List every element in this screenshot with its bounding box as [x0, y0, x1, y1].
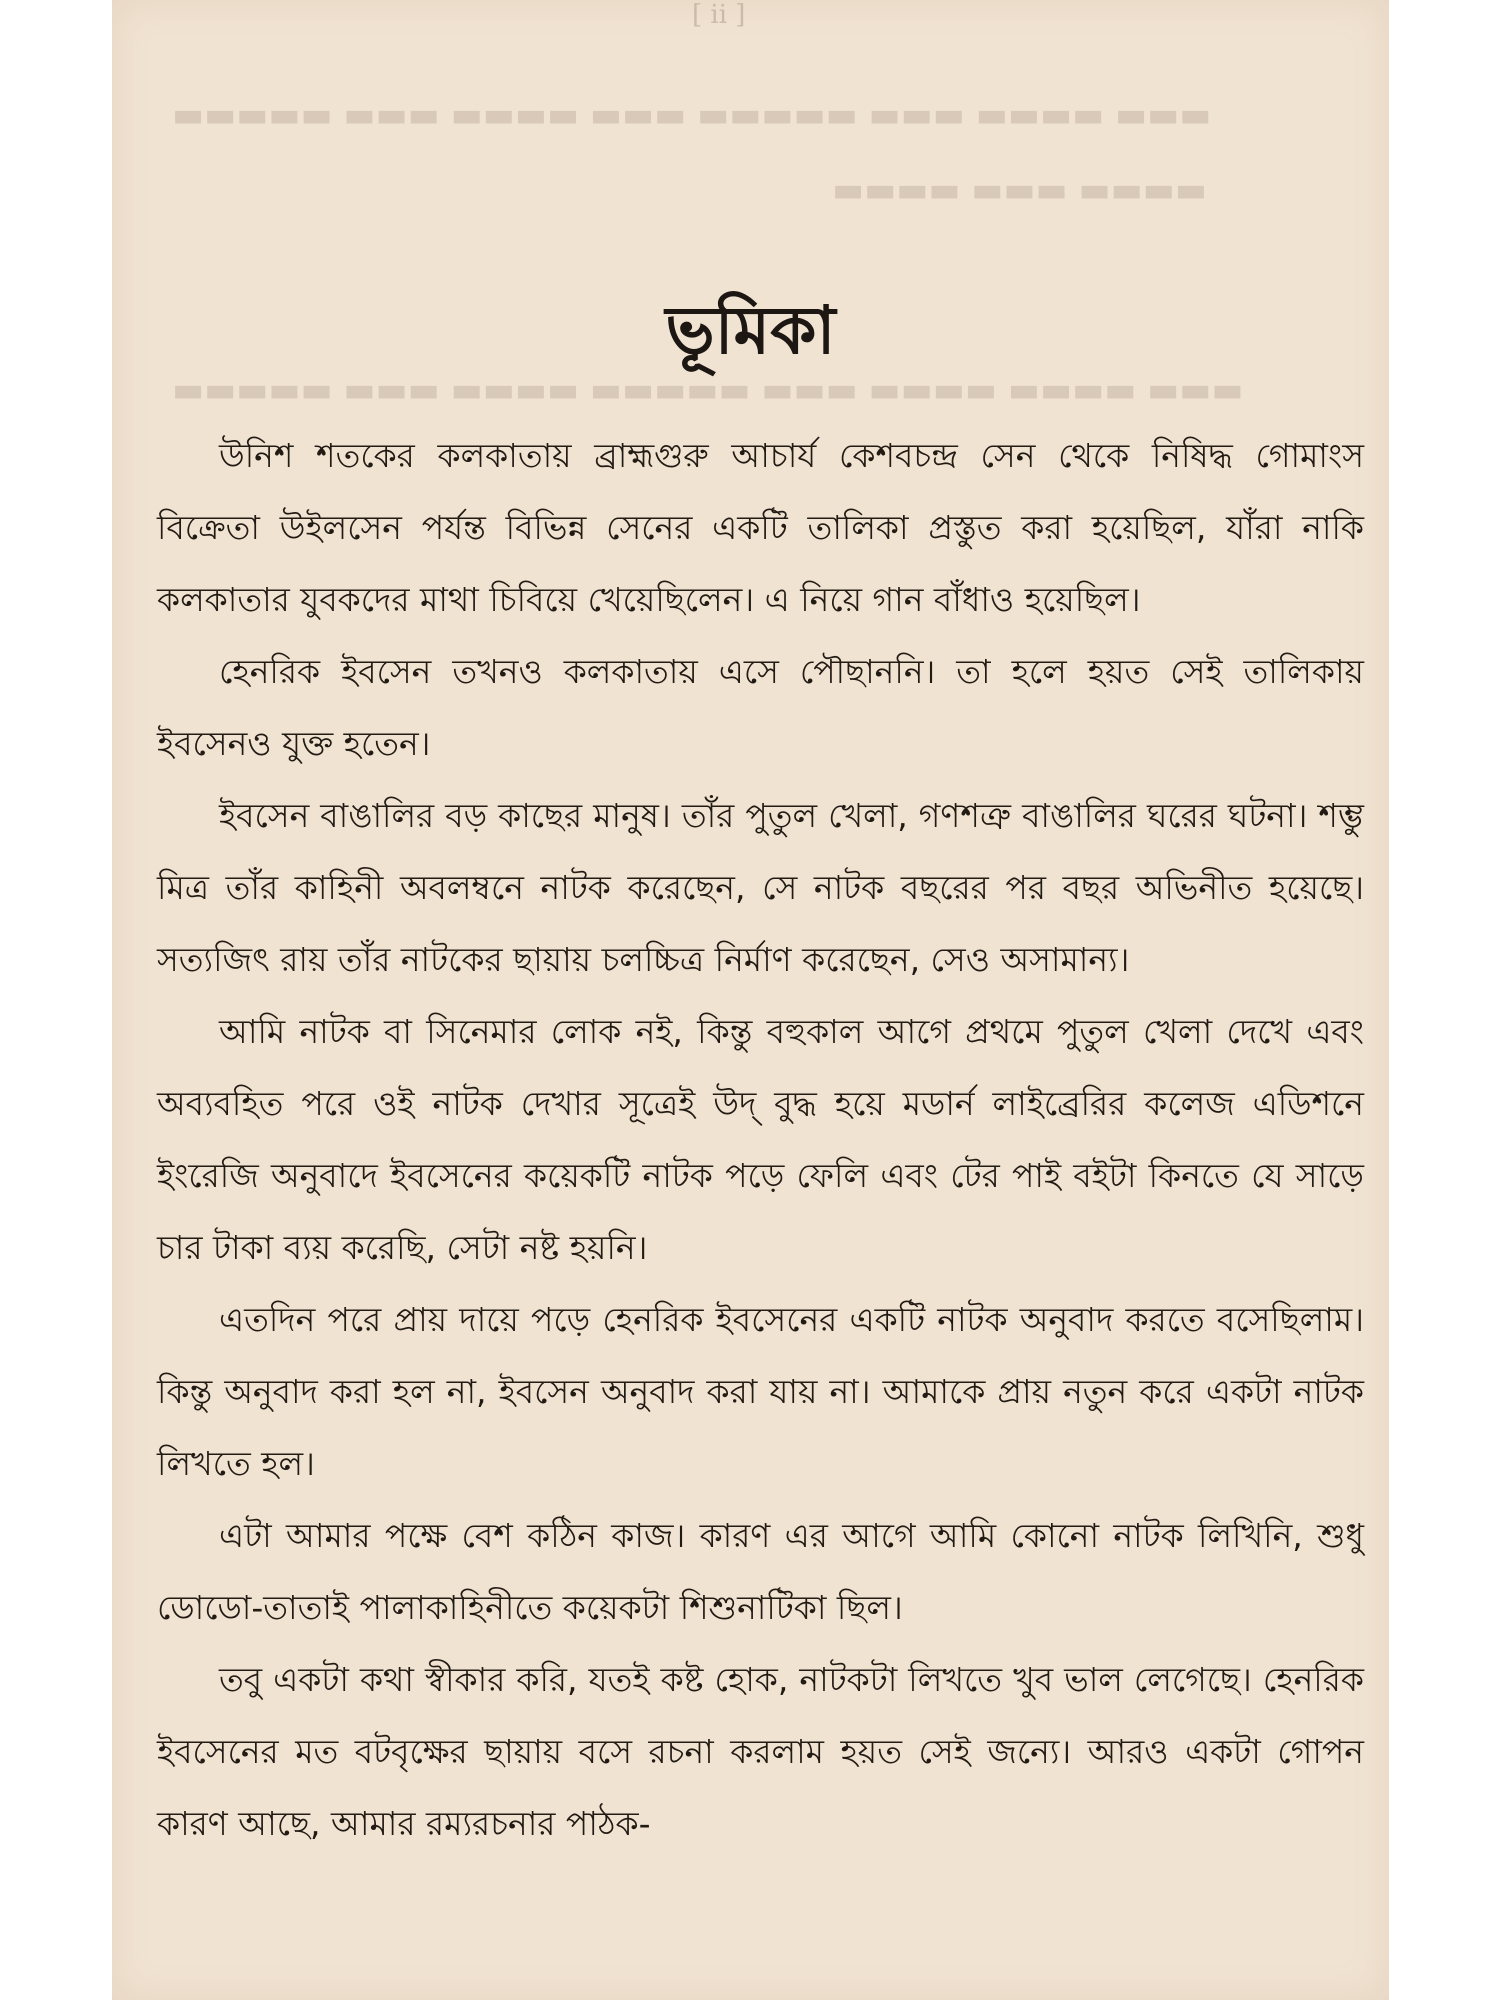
paragraph: তবু একটা কথা স্বীকার করি, যতই কষ্ট হোক, নাটকটা লিখতে খুব ভাল লেগেছে। হেনরিক ইবসেনের মত বটবৃক্ষের ছায়ায় বসে রচনা করলাম হয়ত সেই জন্যে। আরও একটা গোপন কারণ আছে, আমার রম্যরচনার পাঠক-	[157, 1660, 1364, 1843]
paragraph: ইবসেন বাঙালির বড় কাছের মানুষ। তাঁর পুতুল খেলা, গণশত্রু বাঙালির ঘরের ঘটনা। শম্ভু মিত্র তাঁর কাহিনী অবলম্বনে নাটক করেছেন, সে নাটক বছরের পর বছর অভিনীত হয়েছে। সত্যজিৎ রায় তাঁর নাটকের ছায়ায় চলচ্চিত্র নির্মাণ করেছেন, সেও অসামান্য।	[157, 796, 1364, 979]
bleed-through-text: ▬▬▬ ▬▬▬▬ ▬▬▬▬ ▬▬▬ ▬▬▬▬▬ ▬▬▬▬ ▬▬▬ ▬▬▬▬▬	[172, 370, 1244, 410]
paragraph: এটা আমার পক্ষে বেশ কঠিন কাজ। কারণ এর আগে আমি কোনো নাটক লিখিনি, শুধু ডোডো-তাতাই পালাকাহিনীতে কয়েকটা শিশুনাটিকা ছিল।	[157, 1516, 1364, 1627]
paragraph: হেনরিক ইবসেন তখনও কলকাতায় এসে পৌছাননি। তা হলে হয়ত সেই তালিকায় ইবসেনও যুক্ত হতেন।	[157, 652, 1364, 763]
page-title: ভূমিকা	[665, 292, 836, 369]
body-text	[157, 420, 1364, 1860]
bleed-through-text: ▬▬▬▬ ▬▬▬ ▬▬▬▬	[832, 170, 1207, 210]
bleed-through-text: ▬▬▬ ▬▬▬▬ ▬▬▬ ▬▬▬▬▬ ▬▬▬ ▬▬▬▬ ▬▬▬ ▬▬▬▬▬	[172, 95, 1212, 135]
page-folio: [ ii ]	[692, 0, 746, 30]
book-page	[112, 0, 1389, 2000]
paragraph: আমি নাটক বা সিনেমার লোক নই, কিন্তু বহুকাল আগে প্রথমে পুতুল খেলা দেখে এবং অব্যবহিত পরে ওই নাটক দেখার সূত্রেই উদ্ বুদ্ধ হয়ে মডার্ন লাইব্রেরির কলেজ এডিশনে ইংরেজি অনুবাদে ইবসেনের কয়েকটি নাটক পড়ে ফেলি এবং টের পাই বইটা কিনতে যে সাড়ে চার টাকা ব্যয় করেছি, সেটা নষ্ট হয়নি।	[157, 1012, 1364, 1267]
paragraph: উনিশ শতকের কলকাতায় ব্রাহ্মগুরু আচার্য কেশবচন্দ্র সেন থেকে নিষিদ্ধ গোমাংস বিক্রেতা উইলসেন পর্যন্ত বিভিন্ন সেনের একটি তালিকা প্রস্তুত করা হয়েছিল, যাঁরা নাকি কলকাতার যুবকদের মাথা চিবিয়ে খেয়েছিলেন। এ নিয়ে গান বাঁধাও হয়েছিল।	[157, 436, 1364, 619]
paragraph: এতদিন পরে প্রায় দায়ে পড়ে হেনরিক ইবসেনের একটি নাটক অনুবাদ করতে বসেছিলাম। কিন্তু অনুবাদ করা হল না, ইবসেন অনুবাদ করা যায় না। আমাকে প্রায় নতুন করে একটা নাটক লিখতে হল।	[157, 1300, 1364, 1483]
